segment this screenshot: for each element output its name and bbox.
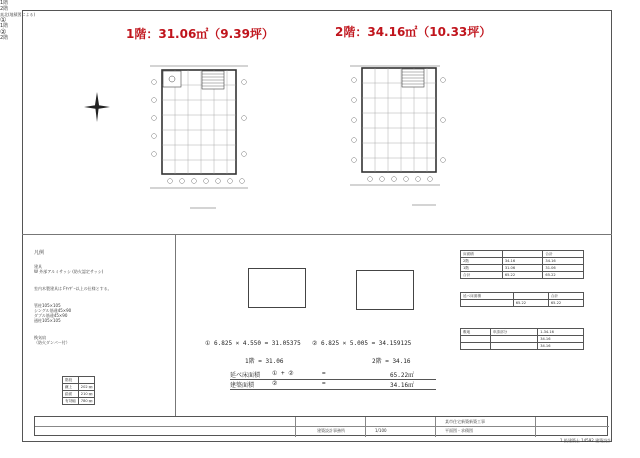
legend-line: 管柱105×105 <box>34 303 61 308</box>
total-value: 65.22㎡ <box>390 372 415 379</box>
area-cell: 34.16 <box>502 258 543 265</box>
legend-line: 通柱105×105 <box>34 318 61 323</box>
stair-cell: 202 ㎜ <box>78 384 95 391</box>
floor-table <box>460 292 584 307</box>
calc-floor1-result: 1階 = 31.06 <box>245 358 284 365</box>
area-shape-1 <box>248 268 306 308</box>
ratio-cell <box>490 343 537 350</box>
legend-divider <box>175 234 176 416</box>
ratio-cell: 34.16 <box>538 336 584 343</box>
legend <box>34 250 112 345</box>
floor-cell: 65.22 <box>513 300 548 307</box>
stair-cell: 210 ㎜ <box>78 391 95 398</box>
ratio-cell: 申請部分 <box>490 329 537 336</box>
floor-cell <box>461 300 514 307</box>
ratio-cell: 1.34.16 <box>538 329 584 336</box>
building-label: 建築面積 <box>230 382 255 389</box>
ratio-cell <box>490 336 537 343</box>
area-cell: 合計 <box>461 272 503 279</box>
floor1-plan <box>150 66 248 208</box>
project-name: 某市住宅新築新築工事 <box>445 419 485 424</box>
shape1-caption: 1階 <box>0 23 9 29</box>
area-cell: 床面積 <box>461 251 503 258</box>
area-cell: 65.22 <box>502 272 543 279</box>
floor1-caption: 1階 <box>0 0 9 6</box>
floor-cell: 合計 <box>548 293 583 300</box>
area-cell: 2階 <box>461 258 503 265</box>
ratio-table <box>460 328 584 350</box>
drawing-name: 平面図・求積図 <box>445 428 473 433</box>
stair-table <box>62 376 95 405</box>
legend-line: 室内木製建具は Fｻｲｻﾞｰ以上の仕様とする。 <box>34 286 112 291</box>
calc-floor1: ① 6.825 × 4.550 = 31.05375 <box>205 340 301 347</box>
ratio-cell <box>461 336 491 343</box>
area-cell: 1階 <box>461 265 503 272</box>
legend-line: ダブル筋違45×90 <box>34 313 68 318</box>
firm-name: 建築設計事務所 <box>317 428 345 433</box>
footer-note: 1 級建築士 14592 建築設計 <box>560 438 612 443</box>
calc-floor2: ② 6.825 × 5.005 = 34.159125 <box>312 340 412 347</box>
north-label: 真北(地積図による) <box>0 12 36 17</box>
shape1-label: ① <box>0 16 7 24</box>
area-cell: 65.22 <box>543 272 584 279</box>
ratio-cell: 敷地 <box>461 329 491 336</box>
stair-cell: 780 ㎜ <box>78 398 95 405</box>
stair-cell: 踏面 <box>63 391 79 398</box>
legend-line: 建具 <box>34 264 42 269</box>
ratio-cell: 34.16 <box>538 343 584 350</box>
area-cell <box>502 251 543 258</box>
area-shape-2 <box>356 270 414 310</box>
floor-plans <box>140 60 450 210</box>
shape2-caption: 2階 <box>0 35 9 41</box>
legend-line: （防火ダンパー付） <box>34 340 70 345</box>
legend-title: 凡例 <box>34 250 45 256</box>
floor2-caption: 2階 <box>0 6 9 12</box>
floor2-area-heading: 2階：34.16㎡（10.33坪） <box>335 25 492 39</box>
stair-cell <box>78 377 95 384</box>
sheet-divider <box>22 234 612 235</box>
stair-cell: 蹴上 <box>63 384 79 391</box>
total-eq: = <box>322 370 326 377</box>
legend-line: 換気扇 <box>34 335 46 340</box>
total-expr: ① + ② <box>272 370 294 377</box>
legend-line: W 外部アルミサッシ (防火認定サッシ) <box>34 269 104 274</box>
total-label: 延べ床面積 <box>230 372 261 379</box>
shape2-label: ② <box>0 28 7 36</box>
stair-cell: 階段 <box>63 377 79 384</box>
building-eq: = <box>322 380 326 387</box>
total-row <box>230 370 436 380</box>
stair-cell: 有効幅 <box>63 398 79 405</box>
north-arrow-icon <box>84 92 110 122</box>
floor-cell: 延べ床面積 <box>461 293 514 300</box>
area-cell: 31.06 <box>543 265 584 272</box>
building-expr: ② <box>272 380 278 387</box>
area-cell: 合計 <box>543 251 584 258</box>
legend-line: シングル筋違45×90 <box>34 308 72 313</box>
area-cell: 34.16 <box>543 258 584 265</box>
building-row <box>230 380 436 390</box>
title-block <box>34 416 608 436</box>
floor1-area-heading: 1階：31.06㎡（9.39坪） <box>126 27 274 41</box>
area-table <box>460 250 584 279</box>
floor-cell <box>513 293 548 300</box>
building-value: 34.16㎡ <box>390 382 415 389</box>
area-cell: 31.06 <box>502 265 543 272</box>
drawing-scale: 1/100 <box>375 428 387 433</box>
floor2-plan <box>350 66 445 205</box>
calc-floor2-result: 2階 = 34.16 <box>372 358 411 365</box>
floor-cell: 65.22 <box>548 300 583 307</box>
ratio-cell <box>461 343 491 350</box>
